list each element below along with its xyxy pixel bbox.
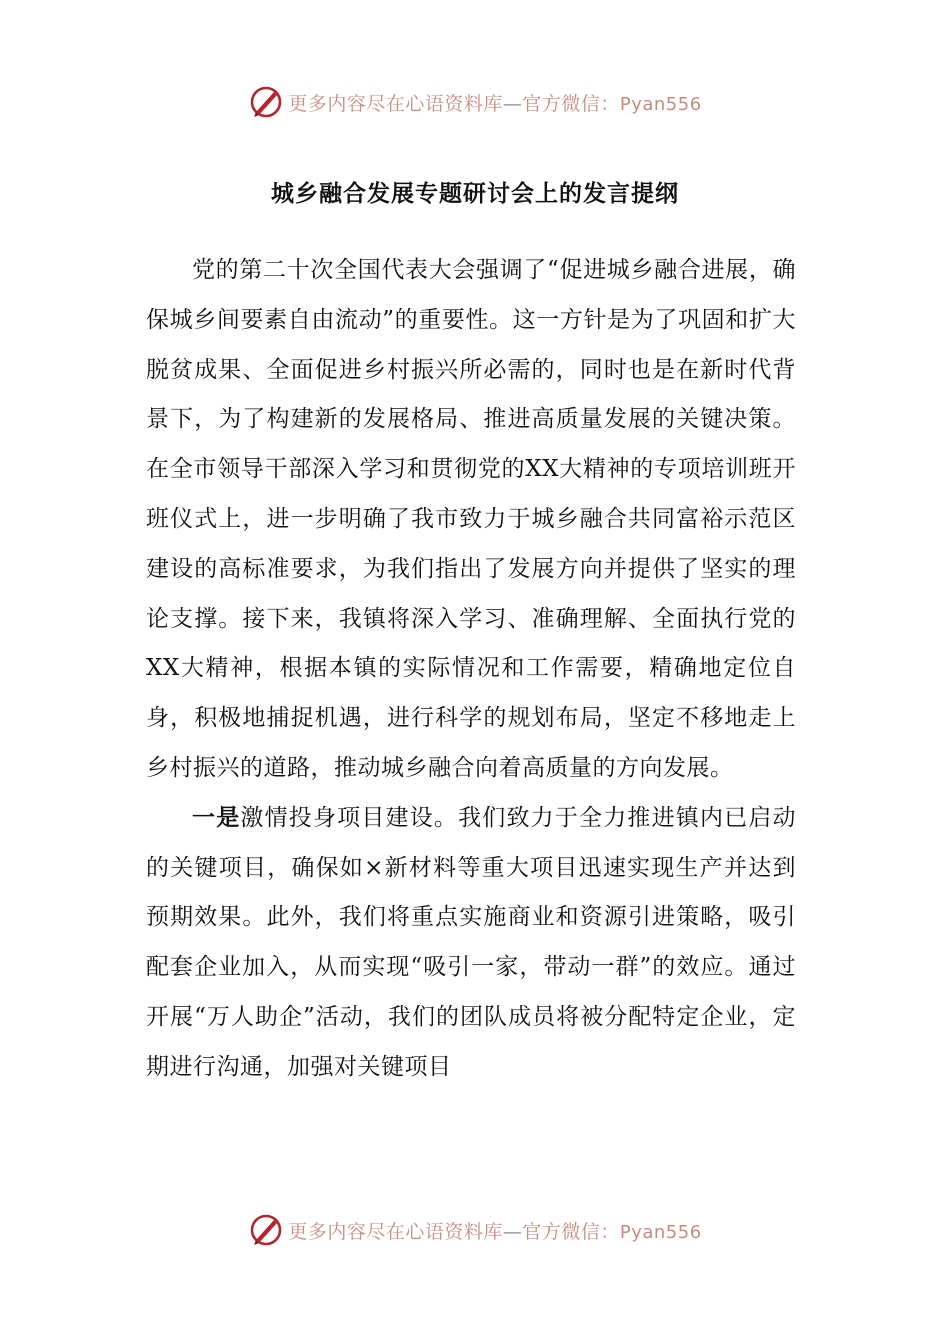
watermark-text: 更多内容尽在心语资料库—官方微信：Pyan556 (288, 1220, 702, 1243)
watermark-header (0, 82, 950, 122)
pen-logo-icon (248, 84, 284, 120)
paragraph-point-one (146, 794, 796, 1093)
watermark-footer (0, 1210, 950, 1250)
pen-logo-icon (248, 1212, 284, 1248)
document-body (146, 246, 796, 1093)
document-title: 城乡融合发展专题研讨会上的发言提纲 (271, 181, 679, 207)
paragraph-intro: 党的第二十次全国代表大会强调了“促进城乡融合进展，确保城乡间要素自由流动”的重要性。这一方针是为了巩固和扩大脱贫成果、全面促进乡村振兴所必需的，同时也是在新时代背景下，为了构建新的发展格局、推进高质量发展的关键决策。在全市领导干部深入学习和贯彻党的XX大精神的专项培训班开班仪式上，进一步明确了我市致力于城乡融合共同富裕示范区建设的高标准要求，为我们指出了发展方向并提供了坚实的理论支撑。接下来，我镇将深入学习、准确理解、全面执行党的XX大精神，根据本镇的实际情况和工作需要，精确地定位自身，积极地捕捉机遇，进行科学的规划布局，坚定不移地走上乡村振兴的道路，推动城乡融合向着高质量的方向发展。 (146, 257, 796, 781)
point-one-text: 激情投身项目建设。我们致力于全力推进镇内已启动的关键项目，确保如×新材料等重大项目迅速实现生产并达到预期效果。此外，我们将重点实施商业和资源引进策略，吸引配套企业加入，从而实现“吸引一家，带动一群”的效应。通过开展“万人助企”活动，我们的团队成员将被分配特定企业，定期进行沟通，加强对关键项目 (146, 804, 796, 1080)
point-one-lead: 一是 (192, 804, 241, 831)
watermark-text: 更多内容尽在心语资料库—官方微信：Pyan556 (288, 92, 702, 115)
